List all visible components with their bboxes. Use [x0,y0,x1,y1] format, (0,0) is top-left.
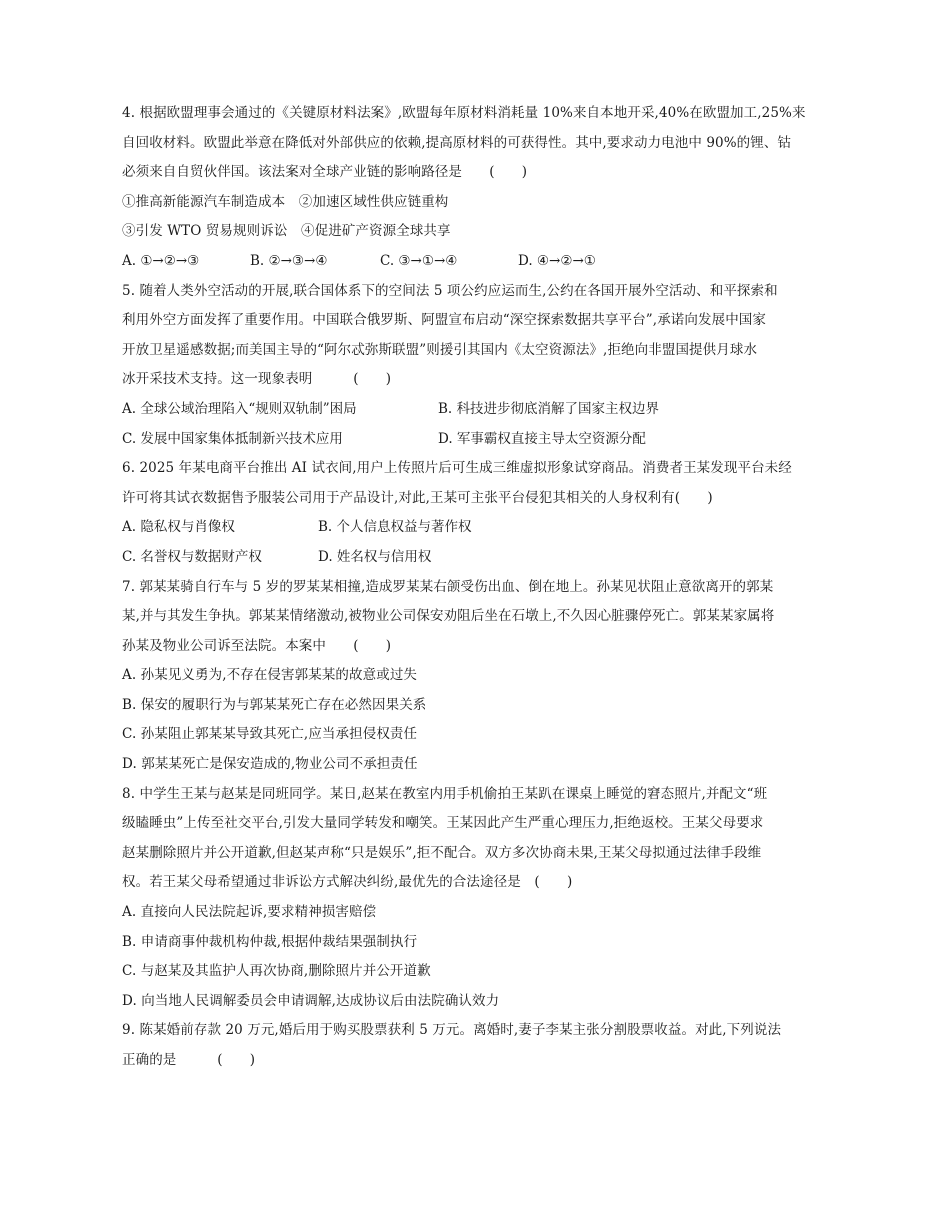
question-8-stem-line: 权。若王某父母希望通过非诉讼方式解决纠纷,最优先的合法途径是 ( ) [122,874,573,891]
question-4-item-line: ①推高新能源汽车制造成本 ②加速区域性供应链重构 [122,193,449,210]
option-a[interactable]: A. 隐私权与肖像权 [122,519,235,536]
question-7-stem-line: 某,并与其发生争执。郭某某情绪激动,被物业公司保安劝阻后坐在石墩上,不久因心脏骤停死亡。郭某某家属将 [122,608,775,625]
question-list [122,99,828,1076]
option-c[interactable]: C. ③→①→④ [380,252,458,269]
question-5-options-row-2 [122,425,828,455]
option-d[interactable]: D. 姓名权与信用权 [318,548,432,565]
question-9-stem-line: 正确的是 ( ) [122,1052,256,1068]
option-a[interactable]: A. 全球公域治理陷入“规则双轨制”困局 [122,400,357,417]
option-c[interactable]: C. 发展中国家集体抵制新兴技术应用 [122,430,343,447]
option-d[interactable]: D. 军事霸权直接主导太空资源分配 [438,430,646,447]
question-5 [122,277,828,455]
option-d[interactable]: D. 郭某某死亡是保安造成的,物业公司不承担责任 [122,756,418,773]
question-6-stem-line: 6. 2025 年某电商平台推出 AI 试衣间,用户上传照片后可生成三维虚拟形象试穿商品。消费者王某发现平台未经 [122,460,792,477]
question-5-stem-line: 5. 随着人类外空活动的开展,联合国体系下的空间法 5 项公约应运而生,公约在各国开展外空活动、和平探索和 [122,282,778,299]
question-4-item-line: ③引发 WTO 贸易规则诉讼 ④促进矿产资源全球共享 [122,223,451,240]
question-7-stem-line: 孙某及物业公司诉至法院。本案中 ( ) [122,637,392,654]
question-6-options-row-1 [122,513,828,543]
option-a[interactable]: A. 孙某见义勇为,不存在侵害郭某某的故意或过失 [122,667,418,684]
question-6-options-row-2 [122,543,828,573]
question-5-stem-line: 冰开采技术支持。这一现象表明 ( ) [122,371,392,388]
question-9-stem-line: 9. 陈某婚前存款 20 万元,婚后用于购买股票获利 5 万元。离婚时,妻子李某主张分割股票收益。对此,下列说法 [122,1022,782,1039]
option-c[interactable]: C. 与赵某及其监护人再次协商,删除照片并公开道歉 [122,963,431,980]
question-4-stem-line: 自回收材料。欧盟此举意在降低对外部供应的依赖,提高原材料的可获得性。其中,要求动力电池中 90%的锂、钴 [122,134,792,151]
question-9 [122,1016,828,1075]
question-5-stem-line: 开放卫星遥感数据;而美国主导的“阿尔忒弥斯联盟”则援引其国内《太空资源法》,拒绝向非盟国提供月球水 [122,341,758,358]
question-4 [122,99,828,277]
question-4-stem-line: 必须来自自贸伙伴国。该法案对全球产业链的影响路径是 ( ) [122,164,528,181]
option-b[interactable]: B. ②→③→④ [250,252,328,269]
option-b[interactable]: B. 申请商事仲裁机构仲裁,根据仲裁结果强制执行 [122,933,418,950]
option-b[interactable]: B. 科技进步彻底消解了国家主权边界 [438,400,660,417]
question-6 [122,454,828,572]
question-7 [122,573,828,780]
option-a[interactable]: A. ①→②→③ [122,252,200,269]
question-4-options [122,247,828,277]
option-c[interactable]: C. 孙某阻止郭某某导致其死亡,应当承担侵权责任 [122,726,418,743]
option-b[interactable]: B. 个人信息权益与著作权 [318,519,472,536]
question-8 [122,780,828,1017]
option-d[interactable]: D. ④→②→① [518,252,596,269]
question-5-stem-line: 利用外空方面发挥了重要作用。中国联合俄罗斯、阿盟宣布启动“深空探索数据共享平台”,承诺向发展中国家 [122,312,766,329]
option-a[interactable]: A. 直接向人民法院起诉,要求精神损害赔偿 [122,904,377,921]
question-6-stem-line: 许可将其试衣数据售予服装公司用于产品设计,对此,王某可主张平台侵犯其相关的人身权利有( ) [122,489,713,506]
question-8-stem-line: 级瞌睡虫”上传至社交平台,引发大量同学转发和嘲笑。王某因此产生严重心理压力,拒绝返校。王某父母要求 [122,815,764,832]
question-5-options-row-1 [122,395,828,425]
option-d[interactable]: D. 向当地人民调解委员会申请调解,达成协议后由法院确认效力 [122,992,500,1009]
option-b[interactable]: B. 保安的履职行为与郭某某死亡存在必然因果关系 [122,696,427,713]
question-8-stem-line: 8. 中学生王某与赵某是同班同学。某日,赵某在教室内用手机偷拍王某趴在课桌上睡觉的窘态照片,并配文“班 [122,785,768,802]
question-7-stem-line: 7. 郭某某骑自行车与 5 岁的罗某某相撞,造成罗某某右颌受伤出血、倒在地上。孙某见状阻止意欲离开的郭某 [122,578,774,595]
question-4-stem-line: 4. 根据欧盟理事会通过的《关键原材料法案》,欧盟每年原材料消耗量 10%来自本地开采,40%在欧盟加工,25%来 [122,105,806,121]
option-c[interactable]: C. 名誉权与数据财产权 [122,548,262,565]
question-8-stem-line: 赵某删除照片并公开道歉,但赵某声称“只是娱乐”,拒不配合。双方多次协商未果,王某父母拟通过法律手段维 [122,844,762,861]
